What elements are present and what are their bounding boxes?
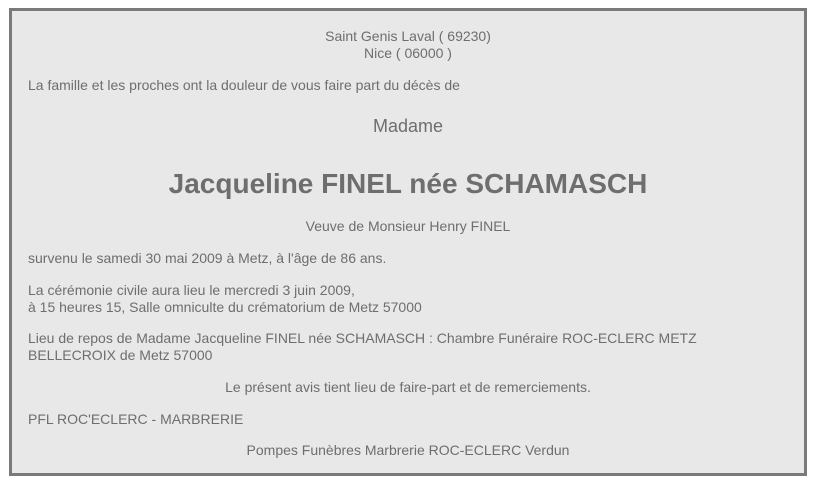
location-line-2: Nice ( 06000 ) — [364, 45, 452, 61]
rest-place-line-2: BELLECROIX de Metz 57000 — [28, 347, 213, 363]
deceased-name: Jacqueline FINEL née SCHAMASCH — [168, 168, 648, 199]
intro-text: La famille et les proches ont la douleur de vous faire part du décès de — [28, 77, 460, 93]
widow-of-text: Veuve de Monsieur Henry FINEL — [305, 218, 511, 234]
footer-funeral-home: Pompes Funèbres Marbrerie ROC-ECLERC Verdun — [246, 442, 570, 458]
company-name: PFL ROC'ECLERC - MARBRERIE — [28, 411, 244, 427]
ceremony-line-2: à 15 heures 15, Salle omniculte du crématorium de Metz 57000 — [28, 299, 422, 315]
ceremony-line-1: La cérémonie civile aura lieu le mercredi 3 juin 2009, — [28, 282, 355, 298]
obituary-notice — [9, 8, 807, 476]
honorific-title: Madame — [372, 116, 444, 136]
rest-place-line-1: Lieu de repos de Madame Jacqueline FINEL née SCHAMASCH : Chambre Funéraire ROC-ECLERC METZ — [28, 330, 697, 346]
notice-statement: Le présent avis tient lieu de faire-part et de remerciements. — [225, 379, 591, 395]
location-line-1: Saint Genis Laval ( 69230) — [325, 28, 491, 44]
death-info-text: survenu le samedi 30 mai 2009 à Metz, à l'âge de 86 ans. — [28, 250, 387, 266]
